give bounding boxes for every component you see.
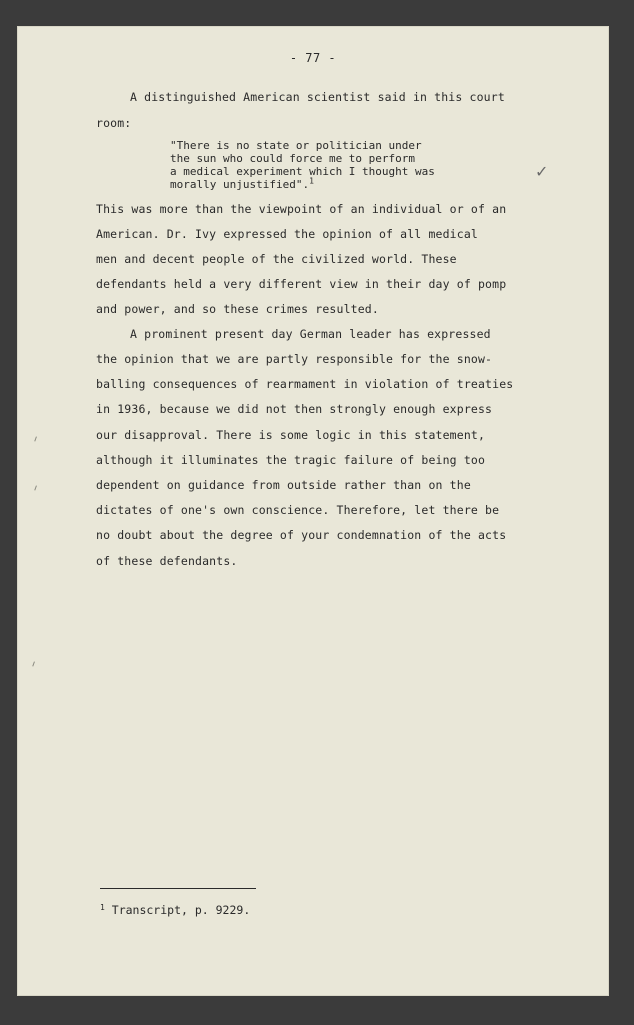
paragraph-3-line: in 1936, because we did not then strongly enough express — [96, 402, 493, 416]
paragraph-2-line: and power, and so these crimes resulted. — [96, 302, 379, 316]
quote-line: "There is no state or politician under — [170, 139, 422, 152]
footnote-text: Transcript, p. 9229. — [111, 903, 251, 917]
paragraph-1-line: A distinguished American scientist said in this court — [130, 90, 505, 104]
paragraph-3-line: no doubt about the degree of your condemnation of the acts — [96, 528, 507, 542]
footnote-divider — [100, 888, 256, 889]
paragraph-3-line: A prominent present day German leader has expressed — [130, 327, 491, 341]
margin-speck — [32, 661, 37, 667]
paragraph-2-line: This was more than the viewpoint of an individual or of an — [96, 202, 507, 216]
paragraph-2-line: American. Dr. Ivy expressed the opinion of all medical — [96, 227, 478, 241]
paragraph-2-line: defendants held a very different view in their day of pomp — [96, 277, 507, 291]
handwritten-checkmark-icon: ✓ — [535, 162, 549, 181]
paragraph-3-line: of these defendants. — [96, 554, 238, 568]
page-number: - 77 - — [289, 51, 337, 65]
paragraph-3-line: the opinion that we are partly responsible for the snow- — [96, 352, 493, 366]
footnote — [100, 903, 250, 917]
quote-text: morally unjustified". — [170, 178, 310, 191]
paragraph-3-line: balling consequences of rearmament in violation of treaties — [96, 377, 514, 391]
document-page — [17, 26, 609, 996]
quote-line: the sun who could force me to perform — [170, 152, 416, 165]
margin-speck — [34, 436, 39, 442]
quote-line: a medical experiment which I thought was — [170, 165, 435, 178]
paragraph-1-line: room: — [96, 116, 132, 130]
paragraph-3-line: dictates of one's own conscience. Therefore, let there be — [96, 503, 500, 517]
paragraph-3-line: although it illuminates the tragic failure of being too — [96, 453, 486, 467]
paragraph-3-line: our disapproval. There is some logic in this statement, — [96, 428, 486, 442]
quote-line — [170, 176, 314, 191]
footnote-reference: 1 — [309, 176, 314, 186]
paragraph-2-line: men and decent people of the civilized world. These — [96, 252, 457, 266]
paragraph-3-line: dependent on guidance from outside rather than on the — [96, 478, 471, 492]
margin-speck — [34, 485, 39, 491]
footnote-number: 1 — [100, 903, 105, 912]
